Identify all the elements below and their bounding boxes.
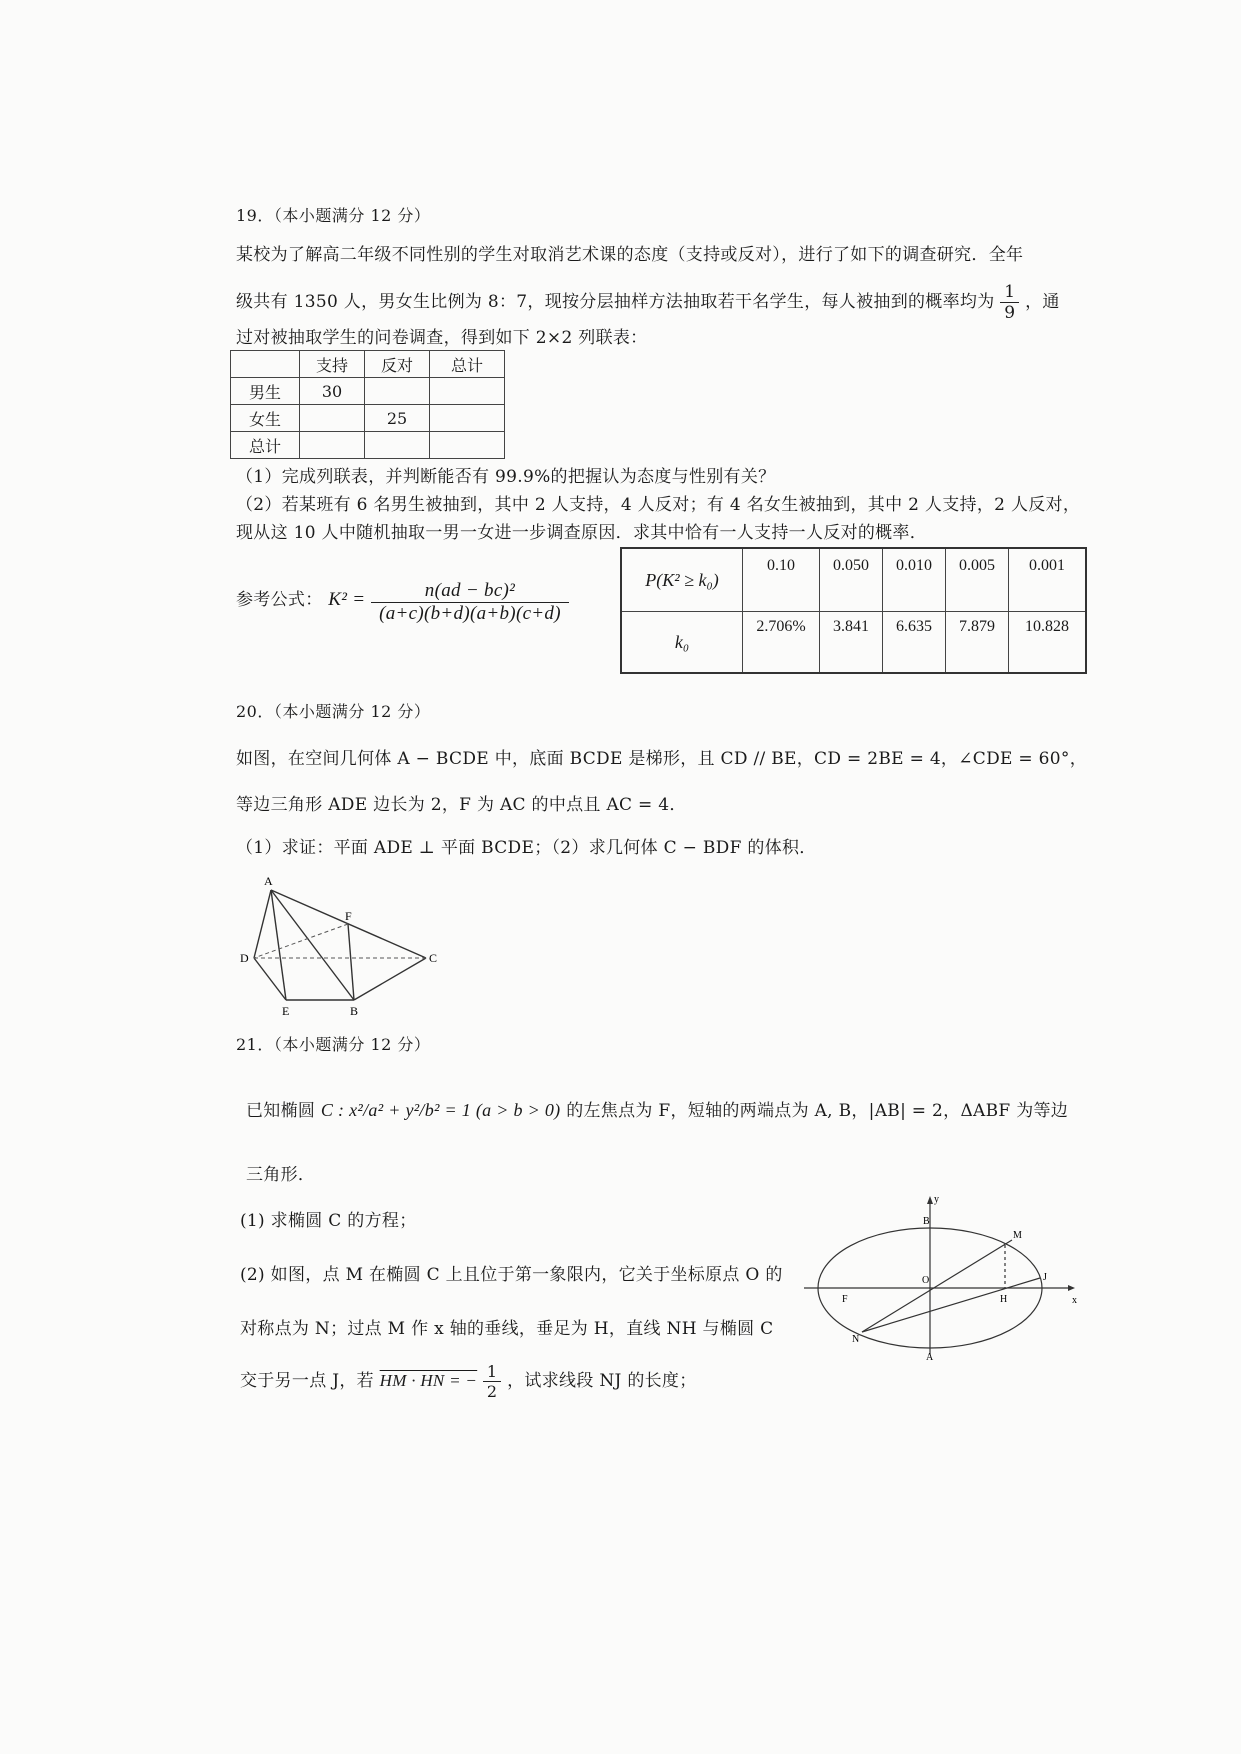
formula-lhs: K² = [328,589,366,610]
q19-line2-tail: ，通 [1025,292,1060,312]
table-cell: 0.001 [1009,548,1087,612]
q19-part2b: 现从这 10 人中随机抽取一男一女进一步调查原因．求其中恰有一人支持一人反对的概率． [236,523,928,543]
vertex-label-a: A [264,874,273,888]
q19-header: 19．（本小题满分 12 分） [236,206,431,225]
table-cell: 女生 [231,405,300,432]
vertex-label-d: D [240,951,249,965]
q21-part2c-tail: ，试求线段 NJ 的长度； [507,1371,697,1391]
axis-label-y: y [934,1194,939,1205]
vertex-label-b: B [350,1004,359,1018]
vector-dot-product: HM · HN = − [379,1371,478,1390]
point-label-h: H [1000,1294,1008,1305]
contingency-table [230,350,505,459]
table-cell: 7.879 [946,612,1009,674]
q19-frac-num: 1 [1000,282,1019,303]
table-row [231,405,505,432]
q21-line1-text: 已知椭圆 [246,1101,316,1121]
q19-part1: （1）完成列联表，并判断能否有 99.9%的把握认为态度与性别有关？ [236,467,776,487]
table-cell [300,405,365,432]
point-label-o: O [922,1275,930,1286]
table-cell: 25 [365,405,430,432]
q21-part1: (1) 求椭圆 C 的方程； [240,1211,417,1231]
table-cell: 6.635 [883,612,946,674]
q21-line1-tail: 的左焦点为 F，短轴的两端点为 A, B，|AB| = 2，ΔABF 为等边 [566,1101,1069,1121]
table-cell: 2.706% [743,612,820,674]
q21-part2c-text: 交于另一点 J，若 [240,1371,374,1391]
q20-header: 20．（本小题满分 12 分） [236,702,431,721]
q21-part2a: (2) 如图，点 M 在椭圆 C 上且位于第一象限内，它关于坐标原点 O 的 [240,1265,783,1285]
table-cell: 10.828 [1009,612,1087,674]
table-cell [365,378,430,405]
point-label-a: A [926,1352,934,1360]
table-cell [430,432,505,459]
q19-line2-text: 级共有 1350 人，男女生比例为 8：7，现按分层抽样方法抽取若干名学生，每人被抽到的概率均为 [236,292,995,312]
q21-frac-den: 2 [486,1382,498,1401]
table-cell: 3.841 [820,612,883,674]
q21-part2c [240,1362,697,1401]
table-cell [300,432,365,459]
table-cell: 总计 [231,432,300,459]
table-row [231,351,505,378]
table-cell [231,351,300,378]
point-label-n: N [852,1334,860,1345]
q19-line1: 某校为了解高二年级不同性别的学生对取消艺术课的态度（支持或反对），进行了如下的调查研究．全年 [236,245,1024,265]
q21-header: 21．（本小题满分 12 分） [236,1035,431,1054]
axis-label-x: x [1072,1295,1077,1306]
q21-line1 [246,1096,1068,1121]
table-row [621,548,1086,612]
q20-line3: （1）求证：平面 ADE ⊥ 平面 BCDE；（2）求几何体 C − BDF 的体积． [236,838,817,858]
table-cell: 男生 [231,378,300,405]
tetrahedron-figure [236,870,446,1020]
table-cell: 30 [300,378,365,405]
q21-line2: 三角形． [246,1165,316,1185]
vertex-label-e: E [282,1004,290,1018]
q21-part2b: 对称点为 N；过点 M 作 x 轴的垂线，垂足为 H，直线 NH 与椭圆 C [240,1319,774,1339]
formula-denominator: (a+c)(b+d)(a+b)(c+d) [379,603,561,624]
q19-line2 [236,282,1060,323]
q21-frac-num: 1 [483,1362,501,1382]
reference-formula [236,580,569,625]
vertex-label-f: F [345,909,352,923]
table-cell [430,378,505,405]
ellipse-equation: C : x²/a² + y²/b² = 1 (a > b > 0) [320,1100,561,1120]
point-label-j: J [1043,1272,1047,1283]
table-header: 总计 [430,351,505,378]
point-label-b: B [923,1216,930,1227]
table-cell: 0.010 [883,548,946,612]
table-cell [365,432,430,459]
table-row [621,612,1086,674]
table-header: 支持 [300,351,365,378]
q19-probability-fraction [1000,282,1019,323]
formula-fraction [371,580,569,625]
q19-line3: 过对被抽取学生的问卷调查，得到如下 2×2 列联表： [236,328,648,348]
q20-line2: 等边三角形 ADE 边长为 2，F 为 AC 的中点且 AC = 4． [236,795,687,815]
table-cell: 0.005 [946,548,1009,612]
ellipse-figure [800,1190,1090,1360]
q21-fraction [483,1362,501,1401]
q19-frac-den: 9 [1004,303,1016,323]
q19-part2a: （2）若某班有 6 名男生被抽到，其中 2 人支持，4 人反对；有 4 名女生被抽到，其中 2 人支持，2 人反对， [236,495,1081,515]
table-header: k₀ [621,612,743,674]
table-row [231,432,505,459]
critical-value-table [620,547,1087,674]
point-label-m: M [1013,1230,1022,1241]
table-header: P(K² ≥ k₀) [621,548,743,612]
point-label-f: F [842,1294,848,1305]
table-row [231,378,505,405]
q20-line1: 如图，在空间几何体 A − BCDE 中，底面 BCDE 是梯形，且 CD // BE，CD = 2BE = 4，∠CDE = 60°， [236,749,1088,769]
table-header: 反对 [365,351,430,378]
vertex-label-c: C [429,951,438,965]
formula-label: 参考公式： [236,590,323,610]
table-cell: 0.050 [820,548,883,612]
formula-numerator: n(ad − bc)² [371,580,569,603]
table-cell [430,405,505,432]
table-cell: 0.10 [743,548,820,612]
